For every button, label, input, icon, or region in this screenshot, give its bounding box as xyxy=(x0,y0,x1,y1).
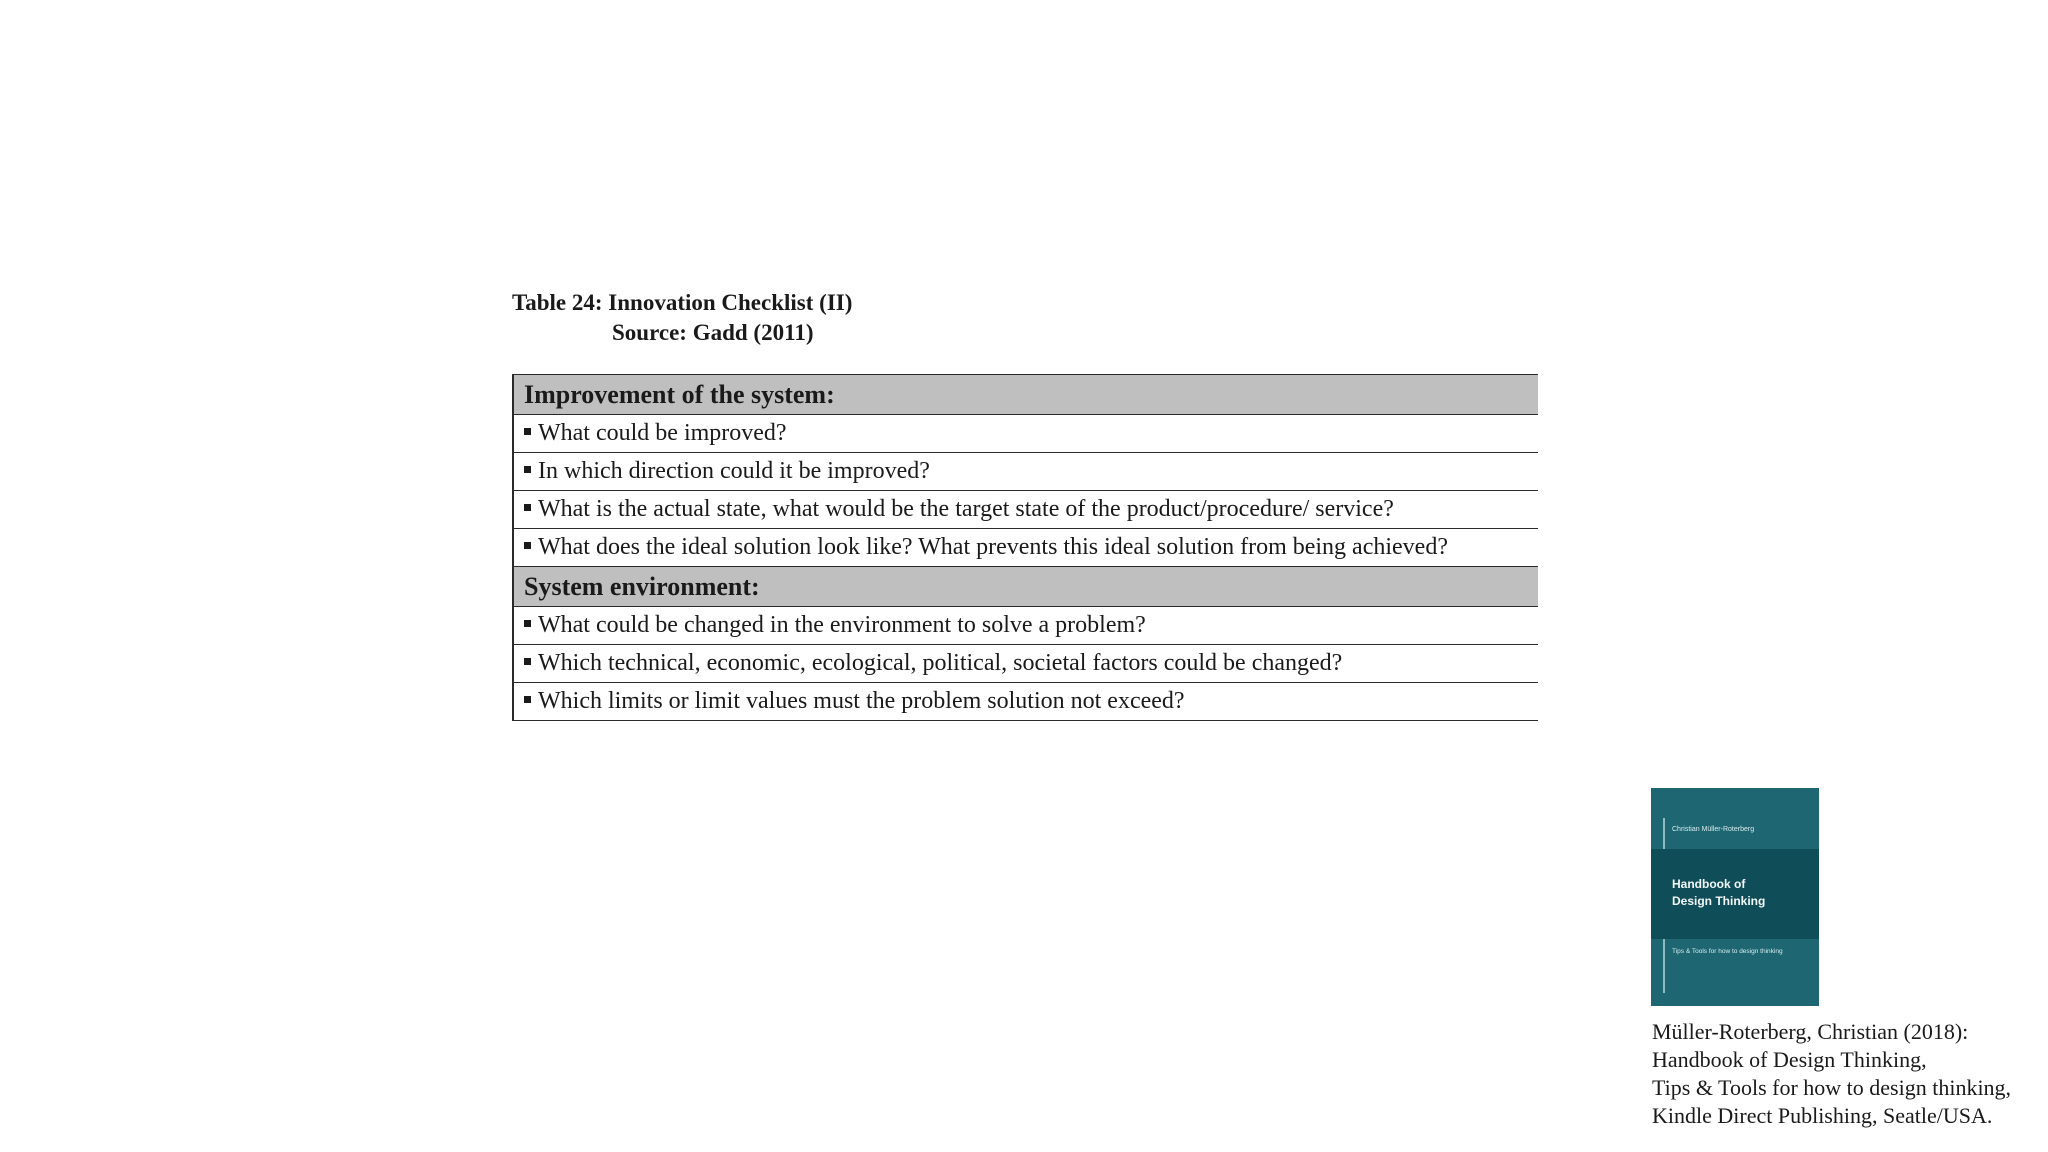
reference-line: Müller-Roterberg, Christian (2018): xyxy=(1652,1019,1969,1044)
table-caption xyxy=(512,288,852,348)
table-row xyxy=(513,491,1538,529)
book-author: Christian Müller-Roterberg xyxy=(1672,826,1755,833)
table-row xyxy=(513,529,1538,567)
checklist-item: What could be changed in the environment to solve a problem? xyxy=(538,612,1146,638)
bullet-icon xyxy=(524,696,531,703)
section-heading: System environment: xyxy=(513,567,1538,607)
reference-line: Tips & Tools for how to design thinking, xyxy=(1652,1075,2012,1100)
bullet-icon xyxy=(524,542,531,549)
table-row xyxy=(513,645,1538,683)
reference-line: Kindle Direct Publishing, Seatle/USA. xyxy=(1652,1103,1993,1128)
checklist-item: What could be improved? xyxy=(538,420,787,446)
checklist-item: In which direction could it be improved? xyxy=(538,458,930,484)
section-heading: Improvement of the system: xyxy=(513,375,1538,415)
table-row xyxy=(513,683,1538,721)
table-title: Table 24: Innovation Checklist (II) xyxy=(512,290,853,315)
book-cover-image xyxy=(1651,788,1819,1006)
bullet-icon xyxy=(524,504,531,511)
section-header-row xyxy=(513,375,1538,415)
table-source: Source: Gadd (2011) xyxy=(612,320,814,345)
section-header-row xyxy=(513,567,1538,607)
bullet-icon xyxy=(524,466,531,473)
bullet-icon xyxy=(524,658,531,665)
innovation-checklist-table xyxy=(512,374,1538,721)
checklist-item: Which limits or limit values must the problem solution not exceed? xyxy=(538,688,1185,714)
book-title-line: Handbook of xyxy=(1672,877,1746,891)
bullet-icon xyxy=(524,620,531,627)
book-title xyxy=(1672,876,1812,910)
checklist-item: What is the actual state, what would be the target state of the product/procedure/ service? xyxy=(538,496,1394,522)
book-subtitle: Tips & Tools for how to design thinking xyxy=(1672,948,1783,955)
table-row xyxy=(513,415,1538,453)
book-reference xyxy=(1652,1018,2011,1130)
reference-line: Handbook of Design Thinking, xyxy=(1652,1047,1927,1072)
table-row xyxy=(513,453,1538,491)
book-title-line: Design Thinking xyxy=(1672,894,1766,908)
bullet-icon xyxy=(524,428,531,435)
checklist-item: Which technical, economic, ecological, political, societal factors could be changed? xyxy=(538,650,1343,676)
checklist-item: What does the ideal solution look like? What prevents this ideal solution from being achieved? xyxy=(538,534,1448,560)
table-row xyxy=(513,607,1538,645)
